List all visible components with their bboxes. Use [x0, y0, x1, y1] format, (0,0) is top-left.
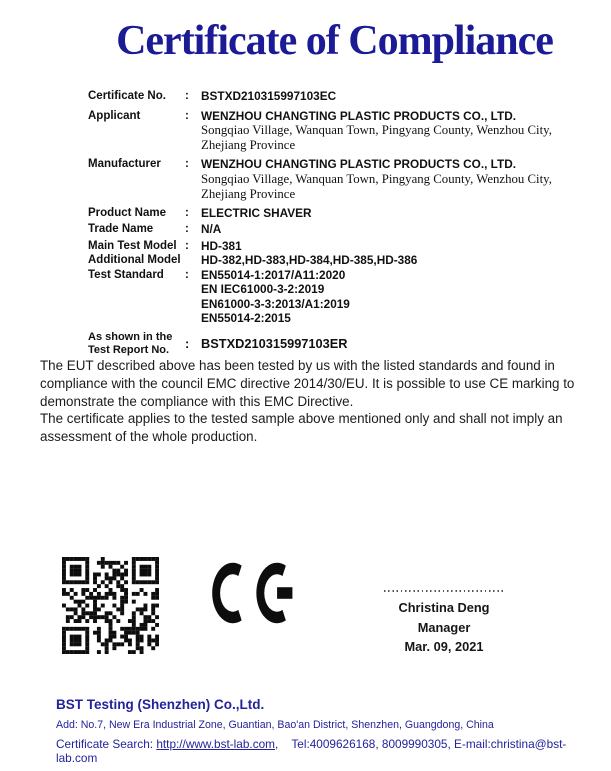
- issuer-company-name: BST Testing (Shenzhen) Co.,Ltd.: [56, 697, 265, 712]
- product-name: ELECTRIC SHAVER: [201, 205, 312, 220]
- qr-code-icon: [62, 557, 159, 654]
- field-label: Trade Name: [88, 223, 154, 235]
- field-label: Applicant: [88, 109, 141, 122]
- field-row-applicant: [88, 109, 588, 154]
- field-label: Main Test Model: [88, 239, 177, 252]
- field-colon: :: [185, 90, 189, 102]
- trade-name: N/A: [201, 222, 222, 236]
- test-standard: EN IEC61000-3-2:2019: [201, 282, 325, 296]
- manufacturer-name: WENZHOU CHANGTING PLASTIC PRODUCTS CO., LTD.: [201, 157, 517, 171]
- field-label: Test Standard: [88, 268, 164, 281]
- field-label: Additional Model: [88, 254, 181, 266]
- applicant-address: Songqiao Village, Wanquan Town, Pingyang County, Wenzhou City, Zhejiang Province: [201, 123, 552, 152]
- field-row-test-report-no: [88, 330, 588, 358]
- certificate-search-label: Certificate Search:: [56, 737, 154, 751]
- applicant-name: WENZHOU CHANGTING PLASTIC PRODUCTS CO., LTD.: [201, 108, 517, 123]
- issuer-footer: [56, 697, 596, 765]
- test-standard: EN55014-2:2015: [201, 311, 291, 325]
- field-colon: :: [185, 223, 189, 235]
- field-row-test-standard: [88, 268, 588, 326]
- main-test-model: HD-381: [201, 238, 242, 253]
- field-label: [88, 330, 185, 358]
- field-row-manufacturer: [88, 157, 588, 202]
- certificate-search-line: [56, 737, 596, 765]
- signature-block: [380, 590, 508, 657]
- field-row-main-test-model: [88, 239, 588, 254]
- test-standard: EN61000-3-3:2013/A1:2019: [201, 296, 350, 311]
- page-title: Certificate of Compliance: [116, 18, 553, 64]
- field-label: Certificate No.: [88, 90, 166, 102]
- field-label-line2: Test Report No.: [88, 344, 170, 356]
- field-label: Product Name: [88, 206, 166, 219]
- field-label: Manufacturer: [88, 158, 161, 170]
- signatory-name: Christina Deng: [398, 600, 490, 615]
- field-colon: :: [185, 268, 189, 281]
- statement-paragraph-1: The EUT described above has been tested by us with the listed standards and found in compliance with the council EMC directive 2014/30/EU. It is possible to use CE marking to demonstrate the compliance with this EMC Directive.: [40, 358, 575, 409]
- field-colon: :: [185, 335, 190, 351]
- search-separator: ,: [275, 737, 279, 751]
- signature-date: Mar. 09, 2021: [404, 639, 484, 654]
- certificate-fields: [88, 89, 588, 358]
- statement-paragraph-2: The certificate applies to the tested sample above mentioned only and shall not imply an assessment of the whole production.: [40, 411, 563, 445]
- certificate-number: BSTXD210315997103EC: [201, 89, 337, 103]
- certificate-search-link[interactable]: http://www.bst-lab.com: [156, 737, 275, 751]
- field-row-certificate-no: [88, 89, 588, 104]
- field-label-line1: As shown in the: [88, 330, 173, 343]
- signatory-role: Manager: [417, 619, 471, 635]
- ce-mark-icon: [212, 559, 298, 627]
- issuer-address: Add: No.7, New Era Industrial Zone, Guantian, Bao'an District, Shenzhen, Guangdong, China: [56, 719, 494, 731]
- test-report-number: BSTXD210315997103ER: [201, 335, 348, 351]
- issuer-contact-info: Tel:4009626168, 8009990305, E-mail:christina@bst-lab.com: [56, 737, 567, 765]
- field-colon: :: [185, 206, 189, 219]
- field-row-product-name: [88, 206, 588, 221]
- manufacturer-address: Songqiao Village, Wanquan Town, Pingyang County, Wenzhou City, Zhejiang Province: [201, 171, 552, 201]
- field-row-trade-name: [88, 222, 588, 237]
- compliance-statement: [40, 357, 586, 446]
- field-row-additional-model: [88, 253, 588, 268]
- test-standard: EN55014-1:2017/A11:2020: [201, 267, 346, 282]
- field-colon: :: [185, 239, 189, 252]
- field-colon: :: [185, 158, 189, 170]
- signature-dotted-line: [384, 590, 504, 592]
- additional-models: HD-382,HD-383,HD-384,HD-385,HD-386: [201, 253, 418, 267]
- field-colon: :: [185, 109, 189, 122]
